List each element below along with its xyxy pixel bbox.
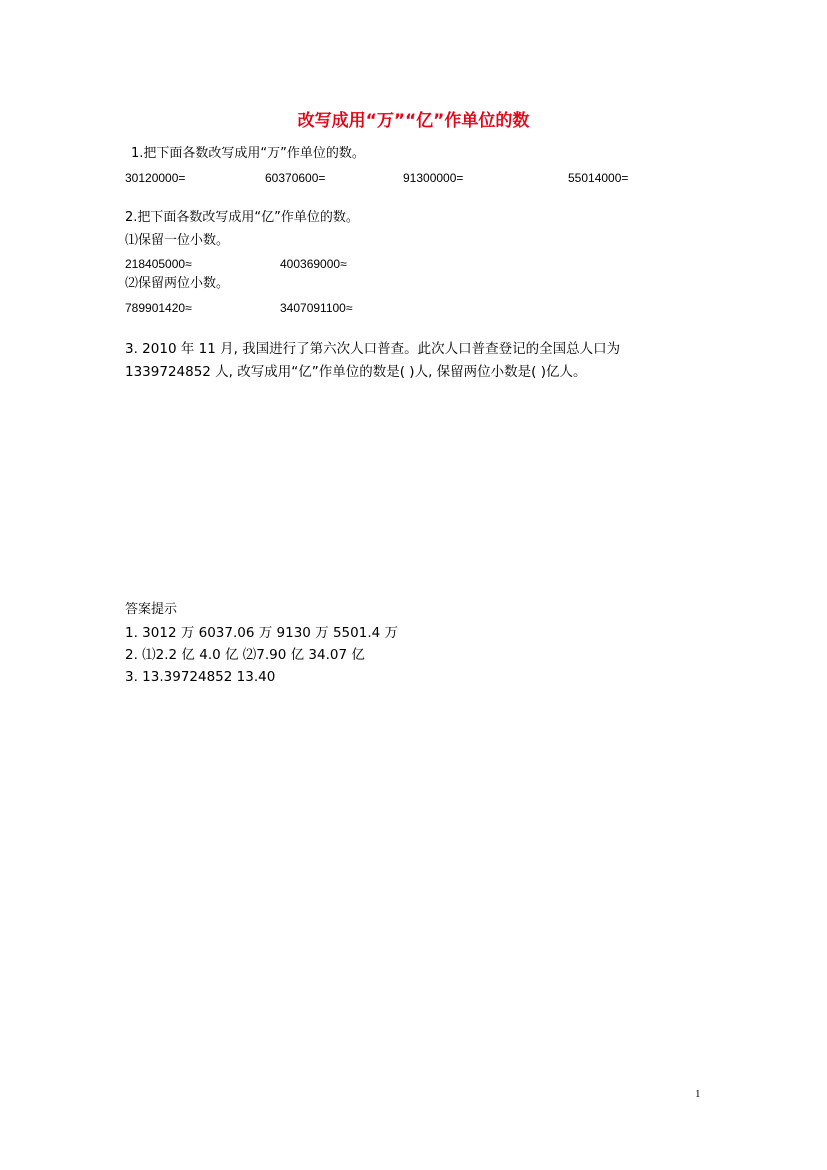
q2-part2-label: ⑵保留两位小数。 [125,276,230,291]
q1-prompt: 1.把下面各数改写成用“万”作单位的数。 [131,146,365,161]
q2-prompt: 2.把下面各数改写成用“亿”作单位的数。 [125,210,359,225]
answers-heading: 答案提示 [125,602,178,617]
q1-item-2: 60370600= [265,171,326,185]
answer-line-3: 3. 13.39724852 13.40 [125,669,276,685]
q3-line-2: 1339724852 人, 改写成用“亿”作单位的数是( )人, 保留两位小数是( )亿人。 [125,364,587,380]
q1-item-4: 55014000= [568,171,629,185]
document-title: 改写成用“万”“亿”作单位的数 [297,111,530,131]
q2-part1-item-1: 218405000≈ [125,257,192,271]
q2-part2-item-1: 789901420≈ [125,301,192,315]
q3-line-1: 3. 2010 年 11 月, 我国进行了第六次人口普查。此次人口普查登记的全国总人口为 [125,341,621,357]
q1-item-1: 30120000= [125,171,186,185]
answer-line-2: 2. ⑴2.2 亿 4.0 亿 ⑵7.90 亿 34.07 亿 [125,647,365,663]
answer-line-1: 1. 3012 万 6037.06 万 9130 万 5501.4 万 [125,625,398,641]
q2-part2-item-2: 3407091100≈ [280,301,353,315]
q2-part1-label: ⑴保留一位小数。 [125,233,230,248]
page-number: 1 [695,1088,701,1100]
q1-item-3: 91300000= [403,171,464,185]
q2-part1-item-2: 400369000≈ [280,257,347,271]
